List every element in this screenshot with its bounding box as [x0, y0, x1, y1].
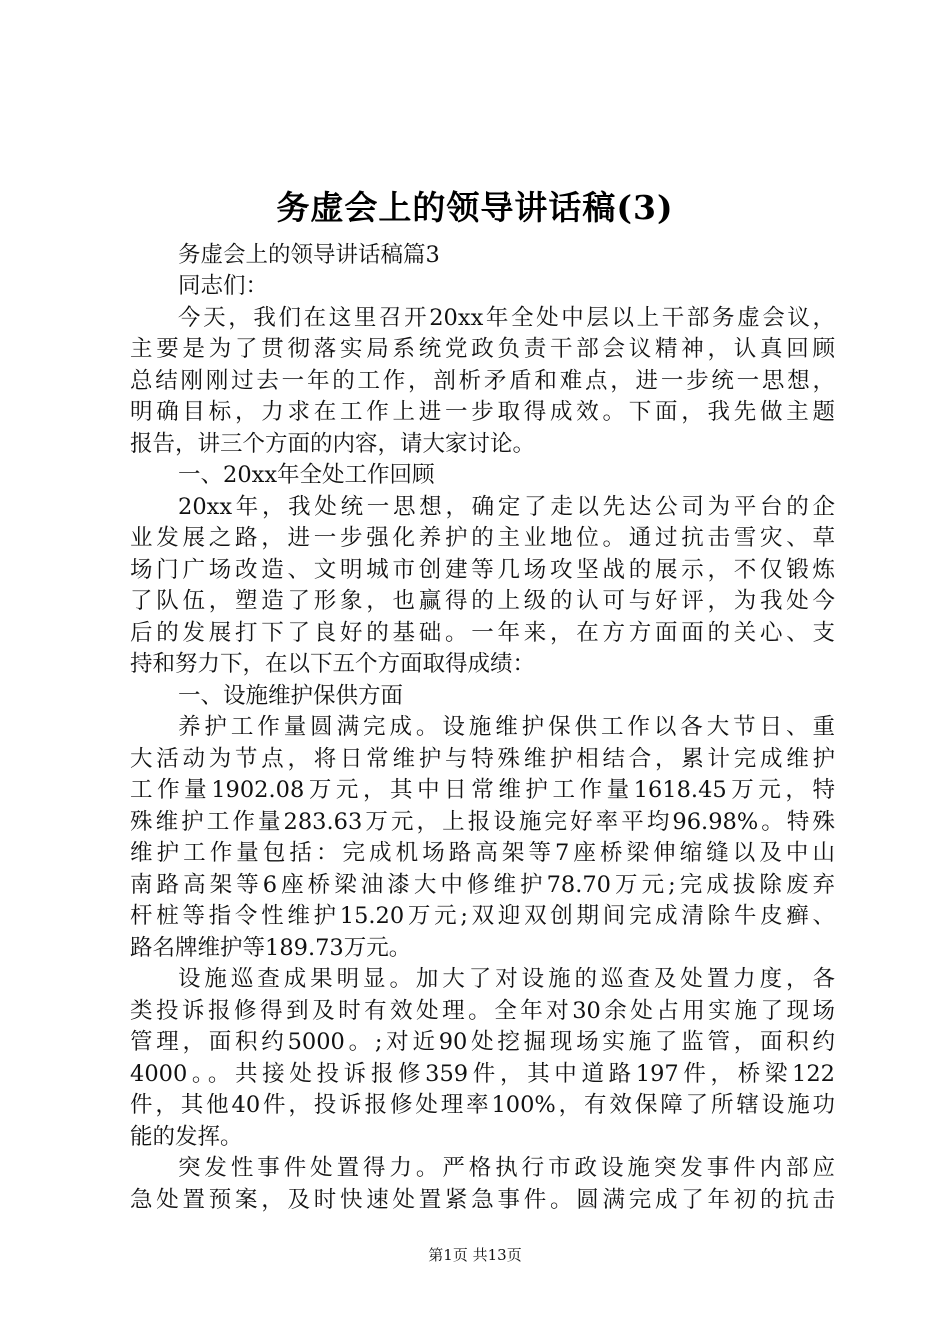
paragraph-line: 同志们：	[178, 273, 269, 299]
paragraph-line: 类投诉报修得到及时有效处理。全年对30余处占用实施了现场	[130, 998, 835, 1024]
paragraph-line: 总结刚刚过去一年的工作，剖析矛盾和难点，进一步统一思想，	[130, 368, 835, 394]
paragraph-line: 维护工作量包括：完成机场路高架等7座桥梁伸缩缝以及中山	[130, 840, 835, 866]
paragraph-line: 了队伍，塑造了形象，也赢得的上级的认可与好评，为我处今	[130, 588, 835, 614]
paragraph-line: 场门广场改造、文明城市创建等几场攻坚战的展示，不仅锻炼	[130, 557, 835, 583]
paragraph-line: 主要是为了贯彻落实局系统党政负责干部会议精神，认真回顾	[130, 336, 835, 362]
paragraph-line: 工作量1902.08万元，其中日常维护工作量1618.45万元，特	[130, 777, 835, 803]
paragraph-line: 4000。。共接处投诉报修359件，其中道路197件，桥梁122	[130, 1061, 835, 1087]
paragraph-line: 南路高架等6座桥梁油漆大中修维护78.70万元;完成拔除废弃	[130, 872, 835, 898]
paragraph-line: 20xx年，我处统一思想，确定了走以先达公司为平台的企	[178, 494, 835, 520]
paragraph-line: 路名牌维护等189.73万元。	[130, 935, 412, 961]
section-heading: 一、设施维护保供方面	[178, 683, 404, 709]
paragraph-line: 急处置预案，及时快速处置紧急事件。圆满完成了年初的抗击	[130, 1187, 835, 1213]
paragraph-line: 突发性事件处置得力。严格执行市政设施突发事件内部应	[178, 1155, 835, 1181]
section-heading: 一、20xx年全处工作回顾	[178, 462, 435, 488]
document-title: 务虚会上的领导讲话稿(3)	[276, 188, 674, 227]
paragraph-line: 大活动为节点，将日常维护与特殊维护相结合，累计完成维护	[130, 746, 835, 772]
paragraph-line: 业发展之路，进一步强化养护的主业地位。通过抗击雪灾、草	[130, 525, 835, 551]
page-number-footer: 第1页 共13页	[428, 1246, 522, 1264]
paragraph-line: 报告，讲三个方面的内容，请大家讨论。	[130, 431, 536, 457]
paragraph-line: 养护工作量圆满完成。设施维护保供工作以各大节日、重	[178, 714, 835, 740]
paragraph-line: 后的发展打下了良好的基础。一年来，在方方面面的关心、支	[130, 620, 835, 646]
paragraph-line: 殊维护工作量283.63万元，上报设施完好率平均96.98%。特殊	[130, 809, 835, 835]
paragraph-line: 件，其他40件，投诉报修处理率100%，有效保障了所辖设施功	[130, 1092, 835, 1118]
paragraph-line: 明确目标，力求在工作上进一步取得成效。下面，我先做主题	[130, 399, 835, 425]
paragraph-line: 今天，我们在这里召开20xx年全处中层以上干部务虚会议，	[178, 305, 835, 331]
paragraph-line: 设施巡查成果明显。加大了对设施的巡查及处置力度，各	[178, 966, 835, 992]
paragraph-line: 务虚会上的领导讲话稿篇3	[178, 242, 440, 268]
paragraph-line: 杆桩等指令性维护15.20万元;双迎双创期间完成清除牛皮癣、	[130, 903, 835, 929]
paragraph-line: 持和努力下，在以下五个方面取得成绩：	[130, 651, 536, 677]
paragraph-line: 能的发挥。	[130, 1124, 243, 1150]
paragraph-line: 管理，面积约5000。;对近90处挖掘现场实施了监管，面积约	[130, 1029, 835, 1055]
